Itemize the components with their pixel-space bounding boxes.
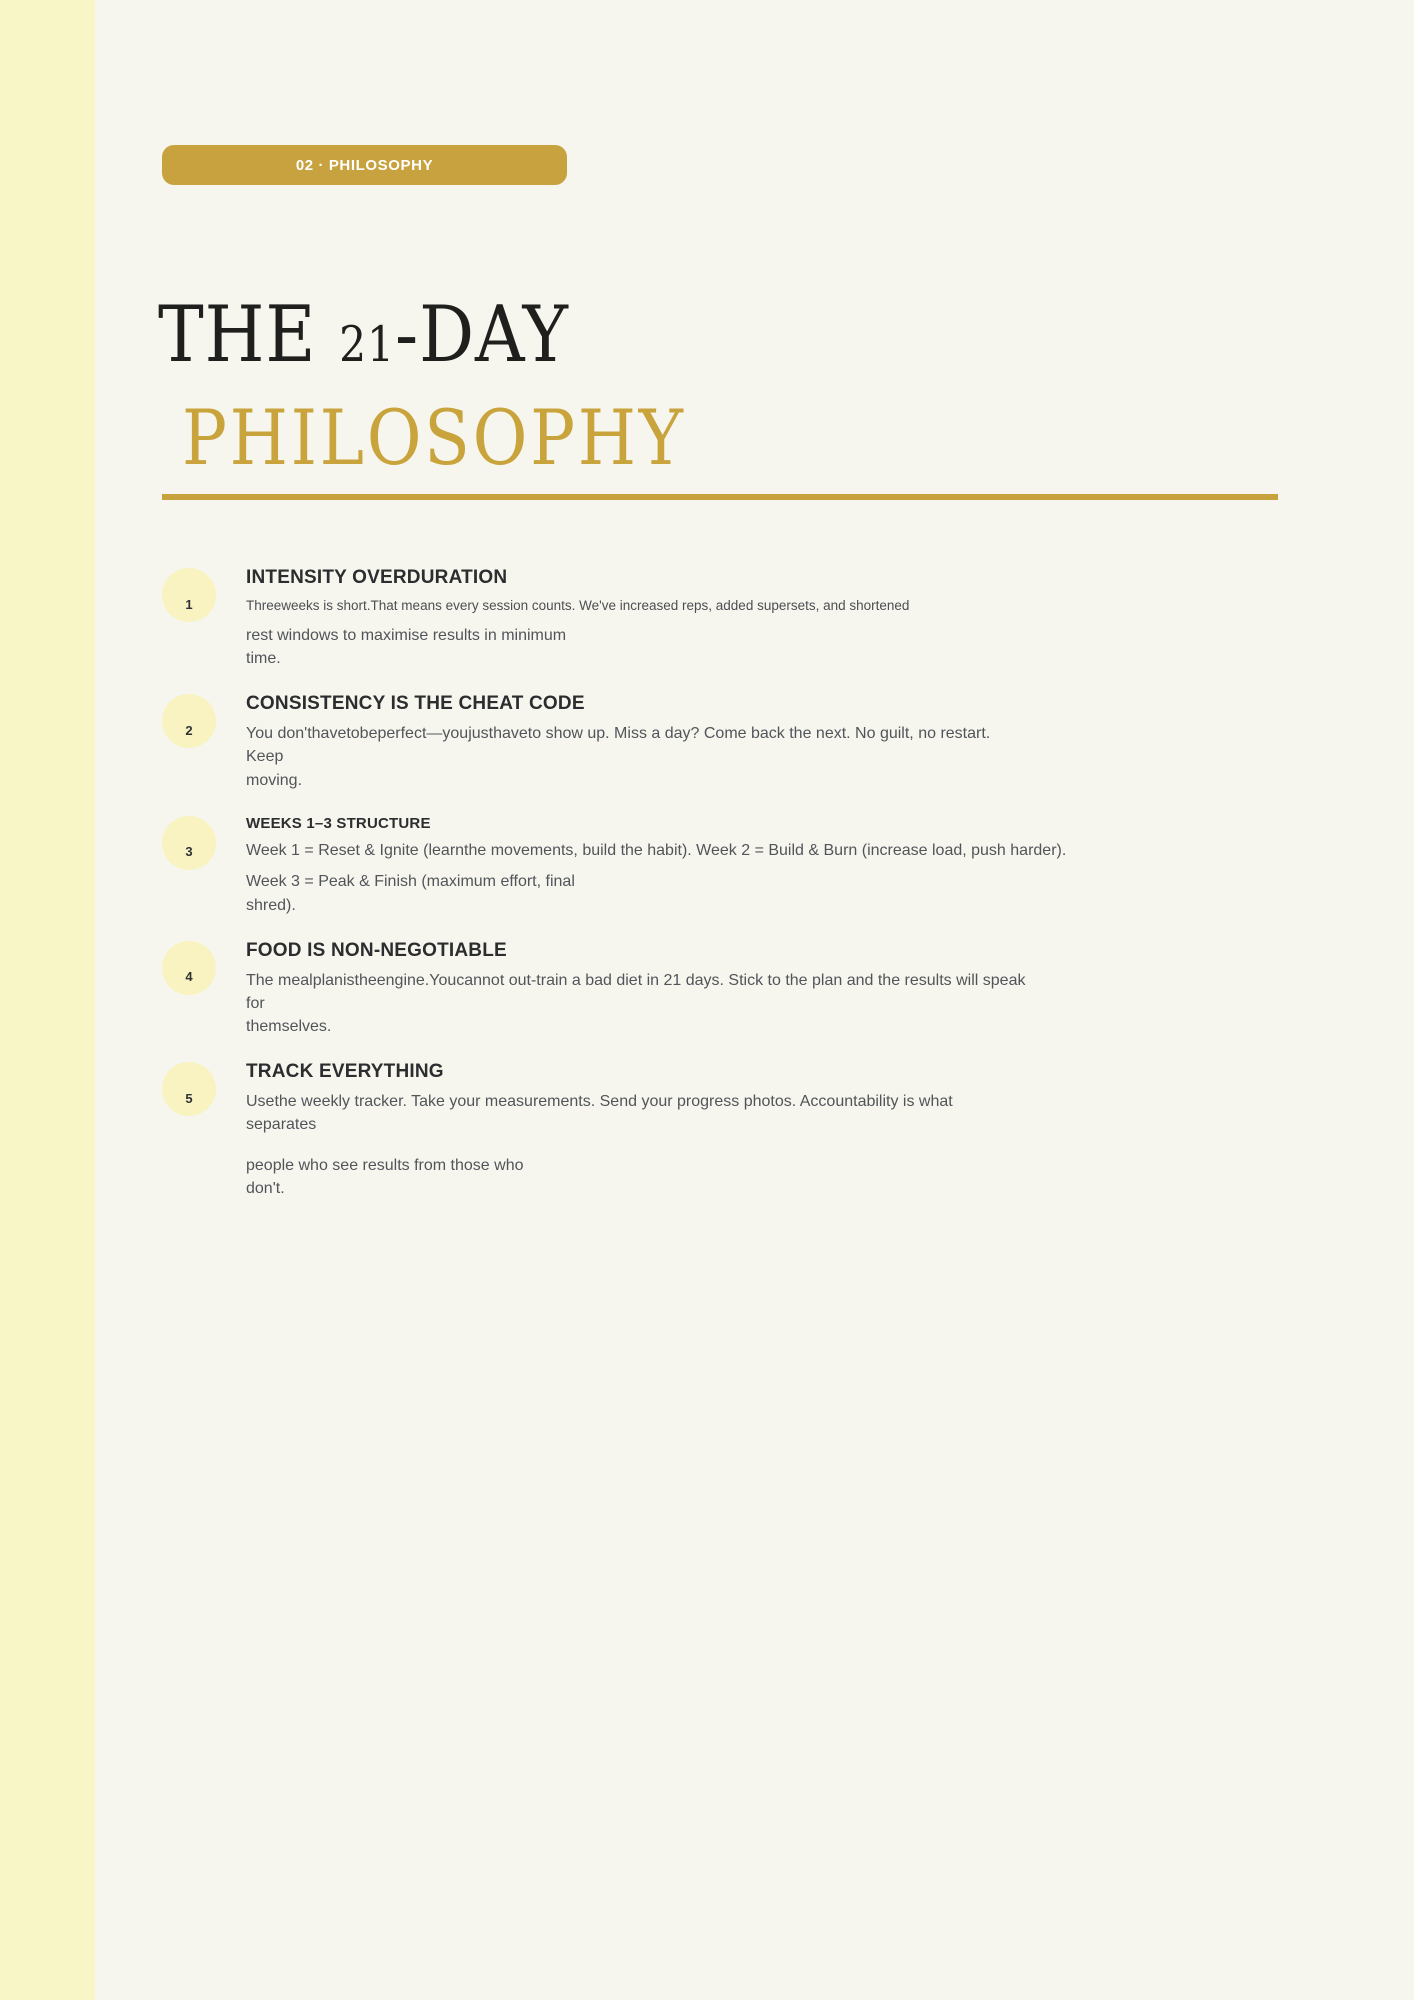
item-content [246,939,1292,1038]
item-number-badge [162,694,216,748]
item-paragraph: people who see results from those who [246,1157,524,1175]
list-item [162,692,1292,791]
item-paragraph: Threeweeks is short.That means every session counts. We've increased reps, added supersets, and shortened [246,597,910,613]
list-item [162,939,1292,1038]
item-heading: TRACK EVERYTHING [246,1061,444,1083]
item-paragraph: time. [246,650,281,668]
item-number: 4 [185,969,193,985]
gold-divider-rule [162,494,1278,500]
list-item [162,1060,1292,1201]
item-paragraph: You don'thavetobeperfect—youjusthaveto show up. Miss a day? Come back the next. No guilt, no restart. [246,725,991,743]
list-item [162,814,1292,917]
item-number: 2 [185,722,193,738]
item-heading: CONSISTENCY IS THE CHEAT CODE [246,693,585,715]
item-paragraph: themselves. [246,1017,332,1035]
item-number-badge [162,568,216,622]
item-heading: INTENSITY OVERDURATION [246,567,508,588]
item-content [246,692,1292,791]
item-content [246,1060,1292,1201]
item-paragraph: Keep [246,748,284,766]
page-title-line1 [158,290,569,380]
item-number-badge [162,1062,216,1116]
list-item [162,566,1292,670]
philosophy-list [162,566,1292,1223]
item-paragraph: don't. [246,1180,285,1198]
title-word-the: THE [158,290,340,380]
item-paragraph: rest windows to maximise results in minimum [246,627,567,644]
item-paragraph: Usethe weekly tracker. Take your measurements. Send your progress photos. Accountability is what [246,1092,953,1110]
item-paragraph: Week 1 = Reset & Ignite (learnthe movements, build the habit). Week 2 = Build & Burn (increase load, push harder). [246,842,1067,860]
item-heading: FOOD IS NON-NEGOTIABLE [246,939,507,961]
section-badge [162,145,567,185]
page-title-line2: PHILOSOPHY [182,393,686,482]
item-heading: WEEKS 1–3 STRUCTURE [246,814,431,832]
title-word-day: -DAY [395,290,569,380]
item-number: 5 [185,1090,193,1106]
item-number: 3 [185,844,193,860]
item-paragraph: shred). [246,896,296,914]
item-number: 1 [185,596,193,612]
title-number-21: 21 [339,317,396,373]
section-badge-label: 02 · PHILOSOPHY [295,156,434,174]
item-paragraph: The mealplanistheengine.Youcannot out-train a bad diet in 21 days. Stick to the plan and the results will speak [246,971,1026,989]
left-accent-bar [0,0,95,2000]
item-paragraph: moving. [246,771,303,789]
item-paragraph: separates [246,1116,317,1133]
item-number-badge [162,941,216,995]
item-paragraph: for [246,994,265,1012]
item-paragraph: Week 3 = Peak & Finish (maximum effort, final [246,873,575,891]
item-content [246,566,1292,670]
item-number-badge [162,816,216,870]
item-content [246,814,1292,917]
